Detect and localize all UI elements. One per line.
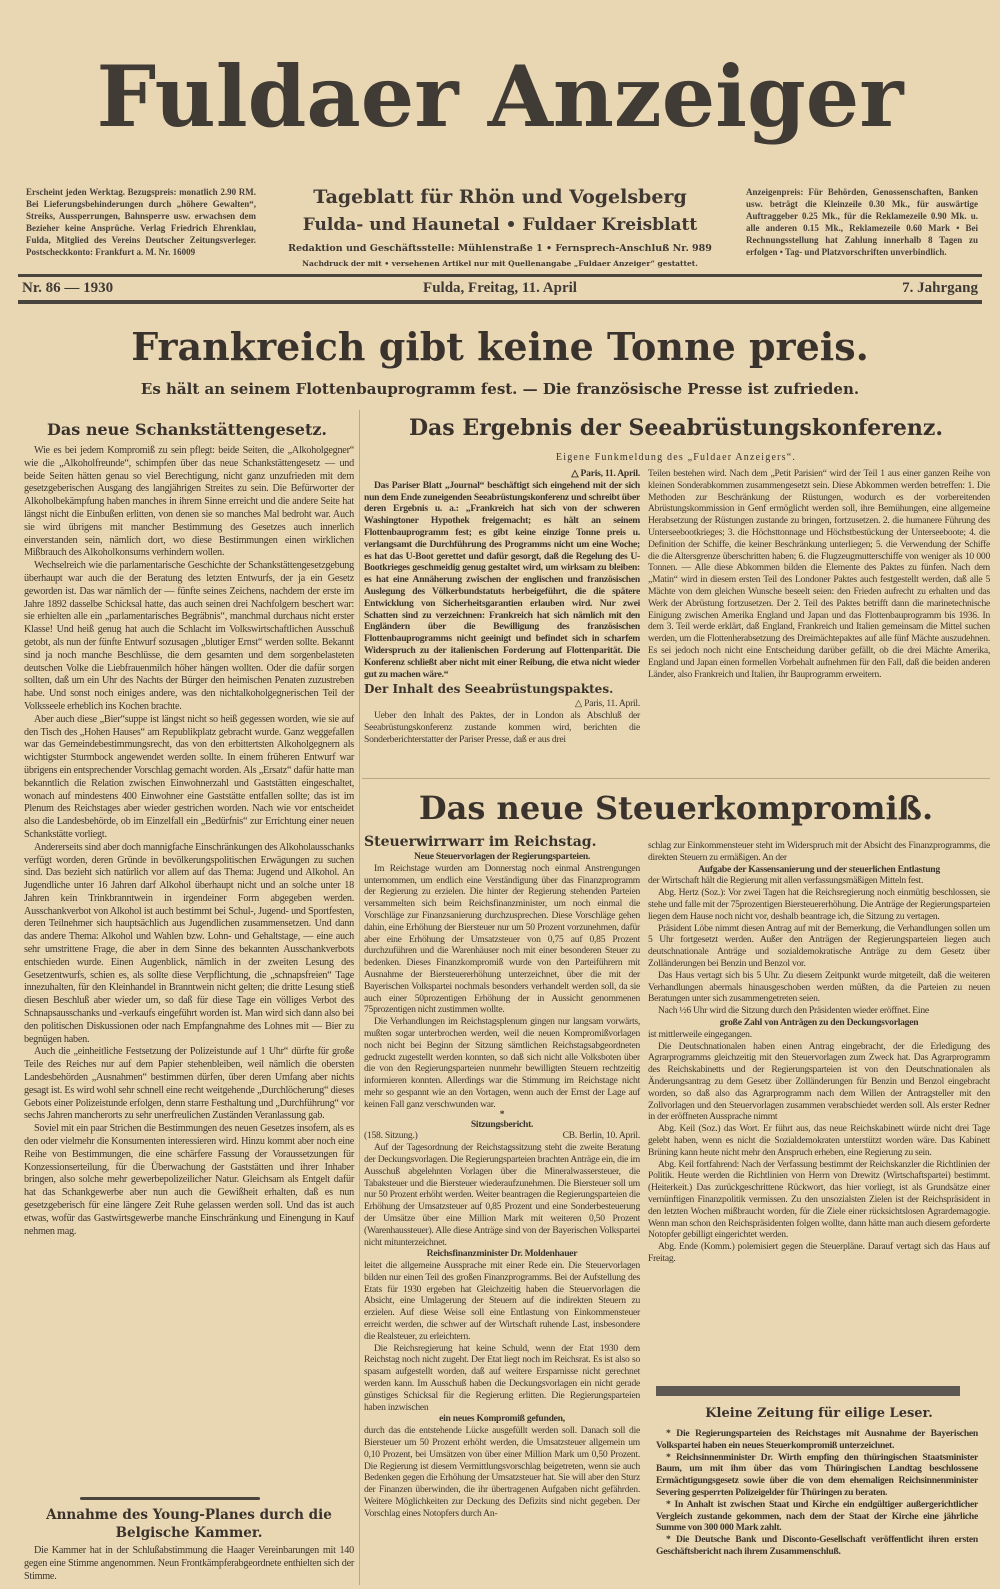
lead-headline: Frankreich gibt keine Tonne preis. <box>131 324 869 369</box>
asterisk-divider: * <box>499 1108 505 1120</box>
young-title: Annahme des Young-Planes durch die Belgische Kammer. <box>46 1507 332 1541</box>
date-rule <box>18 300 982 304</box>
steuer-title: Das neue Steuerkompromiß. <box>418 789 934 827</box>
schank-title: Das neue Schankstättengesetz. <box>47 420 327 439</box>
subtitle: Der Inhalt des Seeabrüstungspaktes. <box>364 682 614 697</box>
paragraph: Abg. Hertz (Soz.): Vor zwei Tagen hat die Reichsregierung noch einmütig beschlossen, sie stehe und falle mit der 75prozentigen Biersteuererhöhung. Die Anträge der Regierungsparteien liegen dem Hause noch nicht vor, deshalb beantrage ich, die Sitzung zu vertagen. <box>648 887 990 922</box>
paragraph: ist mittlerweile eingegangen. <box>648 1028 752 1040</box>
paragraph: Die Verhandlungen im Reichstagsplenum gingen nur langsam vorwärts, mußten sogar unterbrochen werden, weil die neuen Kompromißvorlagen noch nicht bei Beginn der Sitzung sämtlichen Reichstagsabgeordneten gedruckt zugestellt werden konnten, so daß sich nicht alle Volksboten über die von den Regierungsparteien nunmehr bewilligten Steuern rechtzeitig informieren konnten. Allerdings war die Stimmung im Reichstage nicht mehr so gespannt wie an den Vortagen, wenn auch der Ernst der Lage auf keinen Fall ganz verschwunden war. <box>364 1016 640 1110</box>
paragraph: Auf der Tagesordnung der Reichstagssitzung steht die zweite Beratung der Deckungsvorlagen. Die Regierungsparteien brachten Anträge ein, die im Ausschuß abgelehnten Vorlagen über die Mineralwassersteuer, die Tabaksteuer und die Biersteuer wiederaufzunehmen. Die Biersteuer soll um nur 50 Prozent erhöht werden. Weiter beantragen die Regierungsparteien die Erhöhung der Umsatzsteuer auf 0,85 Prozent und eine Sonderbesteuerung der Umsätze über eine Million Mark mit weiteren 0,50 Prozent (Warenhaussteuer). Alle diese Anträge sind von der Bayerischen Volkspartei nicht mitunterzeichnet. <box>364 1142 640 1248</box>
paragraph: schlag zur Einkommensteuer steht im Widerspruch mit der Absicht des Finanzprogramms, die direkten Steuern zu ermäßigen. An der <box>648 840 990 863</box>
reprint-note: Nachdruck der mit • versehenen Artikel nur mit Quellenangabe „Fuldaer Anzeiger“ gestattet. <box>302 259 698 268</box>
paragraph: leitet die allgemeine Aussprache mit einer Rede ein. Die Steuervorlagen bilden nur einen Teil des großen Finanzprogramms. Bei der Aufstellung des Etats für 1930 ergeben hat Gleichzeitig haben die Steuervorlagen die Absicht, eine Umlagerung der Steuern auf die indirekten Steuern zu erzielen. Auf diese Weise soll eine Entlastung von Einkommensteuer erreicht werden, die schwer auf der Wirtschaft ruhende Last, insbesondere die Realsteuer, zu erleichtern. <box>364 1260 640 1342</box>
dateline: CB. Berlin, 10. April. <box>562 1130 640 1142</box>
kleine-zeitung-title: Kleine Zeitung für eilige Leser. <box>705 1406 933 1421</box>
ergebnis-source: Eigene Funkmeldung des „Fuldaer Anzeigers“. <box>555 452 797 463</box>
list-item: * Reichsinnenminister Dr. Wirth empfing den thüringischen Staatsminister Baum, um mit ihm über das vom Thüringischen Landtag beschlossene Ermächtigungsgesetz sowie über die von dem ehemaligen Reichsinnenminister Severing gesperrten Polizeigelder für Thüringen zu beraten. <box>656 1451 978 1498</box>
steuer-column-1 <box>364 834 640 1520</box>
paragraph: Die Kammer hat in der Schlußabstimmung die Haager Vereinbarungen mit 140 gegen eine Stimme angenommen. Neun Frontkämpferabgeordnete enthielten sich der Stimme. <box>24 1545 354 1582</box>
list-item: * Die Deutsche Bank und Disconto-Gesellschaft veröffentlicht ihren ersten Geschäftsbericht nach ihrem Zusammenschluß. <box>656 1534 978 1557</box>
section-divider <box>362 778 990 779</box>
divider <box>80 1497 260 1500</box>
paragraph: Soviel mit ein paar Strichen die Bestimmungen des neuen Gesetzes insofern, als es den oder vielmehr die Konsumenten interessieren wird. Hinzu kommt aber noch eine Reihe von Bestimmungen, die eine schärfere Fassung der Voraussetzungen für Konzessionserteilung, für die Überwachung der Gaststätten und ihrer Inhaber bringen, also solche mehr gewerbepolizeilicher Natur. Gleichsam als Entgelt dafür hat das Schankgewerbe aber nun auch die Gewißheit erhalten, daß es nun gesetzgeberisch für eine längere Zeit Ruhe gelassen werden soll. Und das ist auch etwas, wofür das Gastwirtsgewerbe manche Einschränkung und Einengung in Kauf nehmen mag. <box>24 1123 354 1237</box>
paragraph: Abg. Ende (Komm.) polemisiert gegen die Steuerpläne. Darauf vertagt sich das Haus auf Freitag. <box>648 1241 990 1264</box>
paragraph: Das Pariser Blatt „Journal“ beschäftigt sich eingehend mit der sich nun dem Ende zuneigenden Seeabrüstungskonferenz und schreibt über deren Ergebnis u. a.: „Frankreich hat sich von der schweren Washingtoner Hypothek freigemacht; es hält an seinem Flottenbauprogramm fest; es gibt keine einzige Tonne preis u. verlangsamt die Durchführung des Programms nicht um eine Woche; es hat das U-Boot gerettet und dafür gesorgt, daß die Regelung des U-Bootkrieges geschmeidig genug gestaltet wird, um wirksam zu bleiben: es hat eine Annäherung zwischen der englischen und französischen Auslegung des Völkerbundstatuts herbeigeführt, die die spätere Entwicklung von Sicherheitsgarantien erlauben wird. Nur zwei Schatten sind zu verzeichnen: Frankreich hat sich nämlich mit den Engländern über die Bewilligung des französischen Flottenbauprogramms nicht geeinigt und befindet sich in scharfem Widerspruch zu der italienischen Forderung auf Flottenparität. Die Konferenz schließt aber nicht mit einer Reibung, die etwa nicht wieder gut zu machen wäre.“ <box>364 479 640 680</box>
paragraph: Abg. Keil (Soz.) das Wort. Er führt aus, das neue Reichskabinett würde nicht drei Tage gelebt haben, wenn es nicht die Sozialdemokraten unterstützt worden wäre. Das Kabinett Brüning kann heute nicht mehr den Anspruch erheben, eine Regierung zu sein. <box>648 1123 990 1158</box>
address-line: Redaktion und Geschäftsstelle: Mühlenstraße 1 • Fernsprech-Anschluß Nr. 989 <box>288 243 712 254</box>
paragraph: Ueber den Inhalt des Paktes, der in London als Abschluß der Seeabrüstungskonferenz zustande kommen wird, berichten die Sonderberichterstatter der Pariser Presse, daß er aus drei <box>364 710 640 745</box>
ergebnis-column-1 <box>364 468 640 746</box>
paragraph: Die Reichsregierung hat keine Schuld, wenn der Etat 1930 dem Reichstag noch nicht zugeht. Der Etat liegt noch im Reichsrat. Es ist also so spasam aufgestellt worden, daß auf weitere Ersparnisse nicht gerechnet werden kann. Im Ausschuß haben die Deckungsvorlagen ein nicht gerade günstiges Schicksal für die Regierung erlitten. Die Regierungsparteien haben inzwischen <box>364 1342 640 1413</box>
volume: 7. Jahrgang <box>902 280 978 296</box>
section-bar <box>656 1386 960 1396</box>
paragraph: Abg. Keil fortfahrend: Nach der Verfassung bestimmt der Reichskanzler die Richtlinien der Politik. Heute werden die Richtlinien von Herrn von Drewitz (Wirtschaftspartei) bestimmt. (Heiterkeit.) Das zurückgeschrittene Rückwort, das hier vorliegt, ist als Grundsätze einer vernünftigen Finanzpolitik vermissen. Zu den unsozialsten Zielen ist der Reichspräsident in den letzten Wochen mißbraucht worden, für die Ziele einer rücksichtslosen Agrardemagogie. Wenn man schon den Reichspräsidenten folgen wollte, dann hätte man auch diesem geforderte Notopfer gebilligt eingerichtet werden. <box>648 1158 990 1241</box>
paragraph: Wechselreich wie die parlamentarische Geschichte der Schankstättengesetzgebung überhaupt war auch die der Beratung des letzten Entwurfs, der ja ein Gesetz geworden ist. Das war nämlich der — fünfte seines Zeichens, nachdem der erste im Jahre 1892 dasselbe Schicksal hatte, das auch seinen drei Nachfolgern beschert war: sie erhielten alle ein „parlamentarisches Begräbnis“, manchmal durchaus nicht erster Klasse! Und heiß genug hat auch die Schlacht im Volkswirtschaftlichen Ausschuß getobt, als nun der fünfte Entwurf sozusagen „blutiger Ernst“ werden sollte. Bekannt sind ja noch manche Beschlüsse, die dem gesamten und dem sorgenbelasteten deutschen Volke die Liebfrauenmilch höher hängen wollten. Oder die dafür sorgen sollten, daß um ein Uhr des Nachts der Bürger den heimischen Penaten zuzustreben habe. Und sonst noch einiges andere, was den nichtalkoholgegnerischen Teil der Volksseele erheblich ins Kochen brachte. <box>24 560 354 712</box>
tagline-1: Tageblatt für Rhön und Vogelsberg <box>313 186 687 208</box>
paragraph: der Wirtschaft hält die Regierung mit allen verfassungsmäßigen Mitteln fest. <box>648 875 924 887</box>
report-title: Sitzungsbericht. <box>470 1118 534 1130</box>
subscription-info: Erscheint jeden Werktag. Bezugspreis: monatlich 2.90 RM. Bei Lieferungsbehinderungen durch „höhere Gewalten“, Streiks, Aussperrungen, Bahnsperre usw. erwachsen dem Bezieher keine Ansprüche. Verlag Friedrich Ehrenklau, Fulda, Mitglied des Vereins Deutscher Zeitungsverleger. Postscheckkonto: Frankfurt a. M. Nr. 16009 <box>26 187 256 257</box>
paragraph: Das Haus vertagt sich bis 5 Uhr. Zu diesem Zeitpunkt wurde mitgeteilt, daß die weiteren Verhandlungen abermals hinausgeschoben werden müßten, da die Parteien zu neuen Beratungen unter sich zusammengetreten seien. <box>648 969 990 1005</box>
kicker: Neue Steuervorlagen der Regierungsparteien. <box>413 851 591 862</box>
paragraph: Andererseits sind aber doch mannigfache Einschränkungen des Alkoholausschanks verfügt worden, deren Gründe in bevölkerungspolitischen Erwägungen zu suchen sind. Das bezieht sich natürlich vor allem auf das Thema: Jugend und Alkohol. An Jugendliche unter 16 Jahren darf Alkohol überhaupt nicht und an solche unter 18 Jahren kein Trinkbranntwein in irgendeiner Form abgegeben werden. Ausschankverbot von Alkohol ist auch bestimmt bei Schul-, Jugend- und Sportfesten, deren Teilnehmer sich hauptsächlich aus Jugendlichen zusammensetzen. Und dann das andere Thema: Alkohol und Wahlen bzw. Lohn- und Gehaltstage, — eine auch sehr umstrittene Frage, die aber in dem Sinne des bekannten Ausschankverbots entschieden wurde. Einen Augenblick, nämlich in der zweiten Lesung des Gesetzentwurfs, schien es, als sollte diese Verpflichtung, die „schnapsfreien“ Tage innezuhalten, für den Kleinhandel in Branntwein nicht gelten; die dritte Lesung stieß diesen Beschluß aber wieder um, so daß für diese Tage ein völliges Verbot des Schnapsausschanks und -verkaufs eingeführt worden ist. Man wird sich dann also bei den politischen Diskussionen oder nach Empfangnahme des Lohnes mit — Bier zu begnügen haben. <box>24 841 354 1045</box>
paragraph: Teilen bestehen wird. Nach dem „Petit Parisien“ wird der Teil 1 aus einer ganzen Reihe von kleinen Sonderabkommen zusammengesetzt sein. Diese Abkommen werden betreffen: 1. Die Methoden zur Beschränkung der Rüstungen, wodurch es der vorbereitenden Abrüstungskommission in Genf ermöglicht werden soll, ihre Bemühungen, eine allgemeine Herabsetzung der Rüstungen zustande zu bringen, fortzusetzen. 2. die humanere Führung des Unterseebootkrieges; 3. die Höchsttonnage und Höchstbestückung der Unterseeboote; 4. die Definition der Schiffe, die keiner Beschränkung unterliegen; 5. die Verwendung der Schiffe die die Altersgrenze überschritten haben; 6. die Flugzeugmutterschiffe von weniger als 10 000 Tonnen. — Alle diese Abkommen bilden die Elemente des Paktes zu fünfen. Nach dem „Matin“ wird in diesem ersten Teil des Londoner Paktes auch festgestellt werden, daß alle 5 Mächte von dem gleichen Wunsche beseelt seien: den Frieden aufrecht zu erhalten und das Werk der Abrüstung fortzusetzen. Der 2. Teil des Paktes betrifft dann die marinetechnische Einigung zwischen Amerika England und Japan und das Flottenbauprogramm bis 1936. In dem 3. Teil werde erklärt, daß England, Frankreich und Italien gemeinsam die Mittel suchen werden, um die Flottenherabsetzung des Dreimächtepaktes auf alle fünf Mächte auszudehnen. Es sei jedoch noch nicht eine Entscheidung darüber gefällt, ob die drei Mächte Amerika, England und Japan einen formellen Vorbehalt aufnehmen für den Fall, daß die beiden anderen Länder, also Frankreich und Italien, ihr Bauprogramm erweitern. <box>648 468 990 680</box>
paragraph: Im Reichstage wurden am Donnerstag noch einmal Anstrengungen unternommen, um endlich eine Verständigung über das Finanzprogramm der Regierung zu erzielen. Die hinter der Regierung stehenden Parteien versammelten sich beim Reichsfinanzminister, um noch einmal die Vorschläge zur Finanzsanierung durchzusprechen. Diese Vorschläge gehen dahin, eine Erhöhung der Biersteuer nur um 50 Prozent vorzunehmen, dafür aber eine Erhöhung der Umsatzsteuer von 0,75 auf 0,85 Prozent durchzuführen und die Warenhäuser noch mit einer besonderen Steuer zu bedenken. Dieses Finanzkompromiß wurde von den Parteiführern mit Ausnahme der Biersteuererhöhung unterzeichnet, über die mit der Bayerischen Volkspartei nochmals besonders verhandelt werden soll, da sie auch einer 50prozentigen Erhöhung der in Aussicht genommenen 75prozentigen nicht zustimmen wollte. <box>364 862 640 1016</box>
lead-subheadline: Es hält an seinem Flottenbauprogramm fest. — Die französische Presse ist zufrieden. <box>140 380 860 398</box>
ergebnis-column-2 <box>648 468 990 680</box>
subheading: große Zahl von Anträgen zu den Deckungsvorlagen <box>719 1016 919 1028</box>
schank-article <box>24 445 354 1238</box>
steuer-column-2 <box>648 840 990 1265</box>
issue-number: Nr. 86 — 1930 <box>22 280 114 296</box>
dateline: △ Paris, 11. April. <box>574 698 640 710</box>
masthead-rule <box>18 274 982 277</box>
paragraph: durch das die entstehende Lücke ausgefüllt werden soll. Danach soll die Biersteuer um 50 Prozent erhöht werden, die Umsatzsteuer allgemein um 0,10 Prozent, bei Umsätzen von über einer Million Mark um 0,50 Prozent. Die Regierung ist diesem Vermittlungsvorschlag beigetreten, wenn sie auch Bedenken gegen die Erhöhung der Umsatzsteuer hat. Sie will aber den Sturz der Finanzen überwinden, die ihr übertragenen Aufgaben nicht gefährden. Weitere Möglichkeiten zur Deckung des Defizits sind nicht gegeben. Der Vorschlag eines Notopfers durch An- <box>364 1425 640 1519</box>
subheading: Reichsfinanzminister Dr. Moldenhauer <box>426 1248 578 1260</box>
dateline: △ Paris, 11. April. <box>571 468 640 479</box>
paragraph: Wie es bei jedem Kompromiß zu sein pflegt: beide Seiten, die „Alkoholgegner“ wie die „Alkoholfreunde“, schimpfen über das neue Schankstättengesetz — und beide Seiten hätten genau so viel Berechtigung, nicht ganz unzufrieden mit dem gesetzgeberischen Ausgang des langjährigen Streites zu sein. Die Befürworter der Alkoholbekämpfung haben manches in ihrem Sinne erreicht und die andere Seite hat längst nicht die Einbußen erlitten, von denen sie so manches Mal bedroht war. Auch sie wird übrigens mit mancher Bestimmung des Gesetzes auch innerlich einverstanden sein, nämlich dort, wo diese Bestimmungen einen wirklichen Mißbrauch des Alkoholkonsums verhindern wollen. <box>24 445 354 559</box>
list-item: * In Anhalt ist zwischen Staat und Kirche ein endgültiger außergerichtlicher Vergleich zustande gekommen, nach dem der Staat der Kirche eine jährliche Summe von 300 000 Mark zahlt. <box>656 1498 978 1534</box>
young-article <box>24 1545 354 1583</box>
subheading: Aufgabe der Kassensanierung und der steuerlichen Entlastung <box>698 863 940 875</box>
column-divider <box>359 410 360 1585</box>
paragraph: Aber auch diese „Bier“suppe ist längst nicht so heiß gegessen worden, wie sie auf den Tisch des „Hohen Hauses“ am Republikplatz gebracht wurde. Ganz weggefallen war das Gemeindebestimmungsrecht, das von den erbittertsten Alkoholgegnern als wichtigster Sturmbock angewendet werden sollte. In einem früheren Entwurf war übrigens ein entsprechender Vorschlag gemacht worden. Als „Ersatz“ dafür hatte man bekanntlich die Relation zwischen Einwohnerzahl und Gaststätten eingeschaltet, wonach auf mindestens 400 Einwohner eine Gaststätte entfallen sollte; das ist im Plenum des Reichstages aber wieder gestrichen worden. Nach wie vor entscheidet also die Landesbehörde, ob im Einzelfall ein „Bedürfnis“ zur Errichtung einer neuen Schankstätte vorliegt. <box>24 713 354 840</box>
paragraph: Die Deutschnationalen haben einen Antrag eingebracht, der die Erledigung des Agrarprogramms gleichzeitig mit den Steuervorlagen zum Zweck hat. Das Agrarprogramm des Reichskabinetts und der Regierungsparteien ist von den Deutschnationalen als Änderungsantrag zu dem Gesetz über Zolländerungen für Benzin und Benzol eingebracht worden, so daß also das Agrarprogramm nach dem Willen der Antragsteller mit den Zollvorlagen und den Steuervorlagen zusammen verabschiedet werden soll. Als erster Redner in der eröffneten Aussprache nimmt <box>648 1040 990 1123</box>
list-item: * Die Regierungsparteien des Reichstages mit Ausnahme der Bayerischen Volkspartei haben ein neues Steuerkompromiß unterzeichnet. <box>656 1428 978 1451</box>
paragraph: Präsident Löbe nimmt diesen Antrag auf mit der Bemerkung, die Verhandlungen sollen um 5 Uhr fortgesetzt werden. Außer den Anträgen der Regierungsparteien liegen auch deutschnationale Anträge und sozialdemokratische Anträge zu dem Gesetz über Zolländerungen bei Benzin und Benzol vor. <box>648 922 990 969</box>
paragraph: Auch die „einheitliche Festsetzung der Polizeistunde auf 1 Uhr“ dürfte für große Teile des Reiches nur auf dem Papier stehenbleiben, weil nämlich die obersten Landesbehörden „Ausnahmen“ bestimmen dürfen, über deren Umfang aber nichts gesagt ist. Es wird wohl sehr schnell eine recht weitgehende „Durchlöcherung“ dieses Gebots einer Polizeistunde erfolgen, denn starre Festhaltung und „Durchführung“ vor sechs Jahren mancherorts zu sehr unerfreulichen Zuständen Veranlassung gab. <box>24 1046 354 1122</box>
advertising-info: Anzeigenpreis: Für Behörden, Genossenschaften, Banken usw. beträgt die Kleinzeile 0.30 Mk., für auswärtige Auftraggeber 0.25 Mk., für die Reklamezeile 0.90 Mk. u. alle anderen 0.15 Mk., Reklamezeile 0.60 Mark • Bei Rechnungsstellung hat Zahlung innerhalb 8 Tagen zu erfolgen • Tag- und Platzvorschriften unverbindlich. <box>746 187 978 257</box>
ergebnis-title: Das Ergebnis der Seeabrüstungskonferenz. <box>408 415 944 441</box>
session-number: (158. Sitzung.) <box>364 1130 418 1142</box>
tagline-2: Fulda- und Haunetal • Fuldaer Kreisblatt <box>302 215 698 235</box>
masthead-title: Fuldaer Anzeiger <box>96 47 904 146</box>
issue-date: Fulda, Freitag, 11. April <box>423 280 577 296</box>
subheading: ein neues Kompromiß gefunden, <box>439 1413 565 1425</box>
paragraph: Nach ½6 Uhr wird die Sitzung durch den Präsidenten wieder eröffnet. Eine <box>658 1005 929 1017</box>
subtitle: Steuerwirrwarr im Reichstag. <box>364 834 597 850</box>
kleine-zeitung-list <box>656 1428 978 1558</box>
